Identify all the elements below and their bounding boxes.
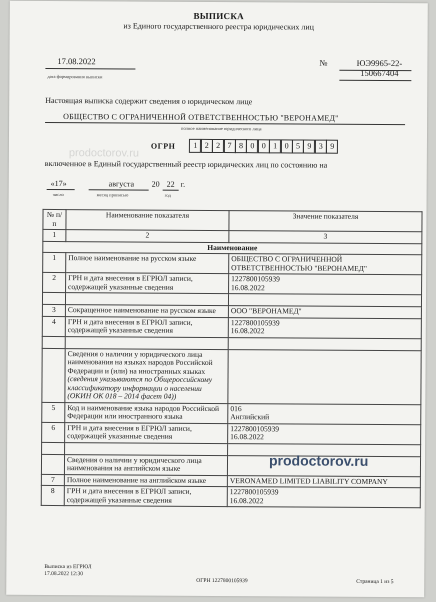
row-number: 1 xyxy=(43,252,66,272)
footer-source: Выписка из ЕГРЮЛ xyxy=(44,563,92,571)
index-1: 1 xyxy=(43,229,66,241)
table-row xyxy=(43,272,422,294)
row-value: ОБЩЕСТВО С ОГРАНИЧЕННОЙ ОТВЕТСТВЕННОСТЬЮ "ВЕРОНАМЕД" xyxy=(229,254,422,275)
row-name-text: Сведения о наличии у юридического лица наименования на языках народов Российской Федерации и (или) на иностранных языках xyxy=(67,348,213,376)
row-name: Сведения о наличии у юридического лица наименования на английском языке xyxy=(64,454,227,475)
footer-left xyxy=(44,564,91,577)
document-subtitle: из Единого государственного реестра юридических лиц xyxy=(123,21,314,32)
row-name: ГРН и дата внесения в ЕГРЮЛ записи, содержащей указанные сведения xyxy=(64,486,227,507)
ogrn-label: ОГРН xyxy=(150,141,176,151)
index-3: 3 xyxy=(229,231,422,244)
watermark-bottom: prodoctorov.ru xyxy=(268,452,369,469)
row-name: Код и наименование языка народов Российской Федерации или иностранного языка xyxy=(65,402,228,423)
row-number: 4 xyxy=(42,316,65,336)
year-caption: год xyxy=(164,192,171,198)
row-value xyxy=(228,349,421,404)
table-header-row xyxy=(43,209,422,231)
table-row xyxy=(42,348,421,404)
table-row xyxy=(43,252,422,274)
row-number: 7 xyxy=(41,474,64,486)
date-day: «17» xyxy=(50,178,67,189)
ogrn-digit: 3 xyxy=(315,140,327,154)
issue-date: 17.08.2022 xyxy=(57,56,96,67)
document-title: ВЫПИСКА xyxy=(193,10,244,22)
table-row xyxy=(42,422,421,444)
ogrn-digit: 0 xyxy=(246,139,258,153)
row-value: ООО "ВЕРОНАМЕД" xyxy=(228,306,421,319)
ogrn-digit: 8 xyxy=(235,139,247,153)
row-value: 016 Английский xyxy=(228,403,421,424)
header-indicator: Наименование показателя xyxy=(66,210,229,231)
row-name: Полное наименование на русском языке xyxy=(66,253,229,274)
row-number: 5 xyxy=(42,402,65,422)
section-title: Наименование xyxy=(43,241,422,255)
included-text: включенное в Единый государственный реестр юридических лиц по состоянию на xyxy=(44,158,328,170)
footer-ogrn: ОГРН 1227800105939 xyxy=(196,577,248,585)
header-number: № п/п xyxy=(43,209,66,229)
ogrn-digit: 0 xyxy=(281,139,293,153)
row-value: 1227800105939 16.08.2022 xyxy=(228,317,421,338)
row-value: 1227800105939 16.08.2022 xyxy=(229,274,422,295)
row-number: 2 xyxy=(43,272,66,292)
date-caption: дата формирования выписки xyxy=(47,73,103,80)
row-number: 6 xyxy=(42,422,65,442)
row-number: 3 xyxy=(42,304,65,316)
row-number xyxy=(42,348,65,402)
row-name: ГРН и дата внесения в ЕГРЮЛ записи, содержащей указанные сведения xyxy=(65,316,228,337)
row-value: 1227800105939 16.08.2022 xyxy=(227,487,420,508)
date-month: августа xyxy=(108,179,135,189)
ogrn-digit: 7 xyxy=(224,139,236,153)
company-caption: полное наименование юридического лица xyxy=(181,125,262,132)
month-caption: месяц прописью xyxy=(96,192,129,198)
ogrn-digit: 9 xyxy=(326,140,338,154)
ogrn-boxes xyxy=(190,139,338,154)
document-number: ЮЭ9965-22-150667404 xyxy=(356,57,403,79)
row-name xyxy=(65,348,228,403)
ogrn-digit: 1 xyxy=(269,139,281,153)
number-sign: № xyxy=(319,57,328,68)
table-row xyxy=(42,402,421,424)
ogrn-digit: 2 xyxy=(201,139,213,153)
row-note: (сведения указываются по Общероссийскому классификатору информации о населении (ОКИН ОК 018 – 2014 фасет 04)) xyxy=(67,374,213,401)
intro-text: Настоящая выписка содержит сведения о юридическом лице xyxy=(45,95,253,107)
row-value: 1227800105939 16.08.2022 xyxy=(228,423,421,444)
company-name: ОБЩЕСТВО С ОГРАНИЧЕННОЙ ОТВЕТСТВЕННОСТЬЮ "ВЕРОНАМЕД" xyxy=(63,112,339,123)
ogrn-digit: 1 xyxy=(189,139,201,153)
row-value: VERONAMED LIMITED LIABILITY COMPANY xyxy=(227,475,420,488)
row-name: ГРН и дата внесения в ЕГРЮЛ записи, содержащей указанные сведения xyxy=(66,273,229,294)
ogrn-digit: 2 xyxy=(212,139,224,153)
row-name: Полное наименование на английском языке xyxy=(64,474,227,486)
watermark-top: prodoctorov.ru xyxy=(68,147,140,160)
row-number: 8 xyxy=(41,485,64,505)
ogrn-digit: 0 xyxy=(258,139,270,153)
day-caption: число xyxy=(52,191,64,198)
document-sheet xyxy=(6,1,428,598)
footer-page: Страница 1 из 5 xyxy=(356,578,394,586)
row-name: ГРН и дата внесения в ЕГРЮЛ записи, содержащей указанные сведения xyxy=(65,422,228,443)
footer-timestamp: 17.08.2022 12:30 xyxy=(44,570,83,577)
index-2: 2 xyxy=(66,230,229,242)
date-year: 22 xyxy=(166,179,175,189)
ogrn-digit: 9 xyxy=(303,140,315,154)
ogrn-digit: 5 xyxy=(292,139,304,153)
row-name: Сокращенное наименование на русском языке xyxy=(65,305,228,317)
date-year-suffix: г. xyxy=(180,179,186,189)
header-value: Значение показателя xyxy=(229,211,422,232)
row-number xyxy=(41,454,64,474)
date-year-prefix: 20 xyxy=(151,179,160,189)
table-row xyxy=(42,316,421,338)
table-row xyxy=(41,485,420,507)
